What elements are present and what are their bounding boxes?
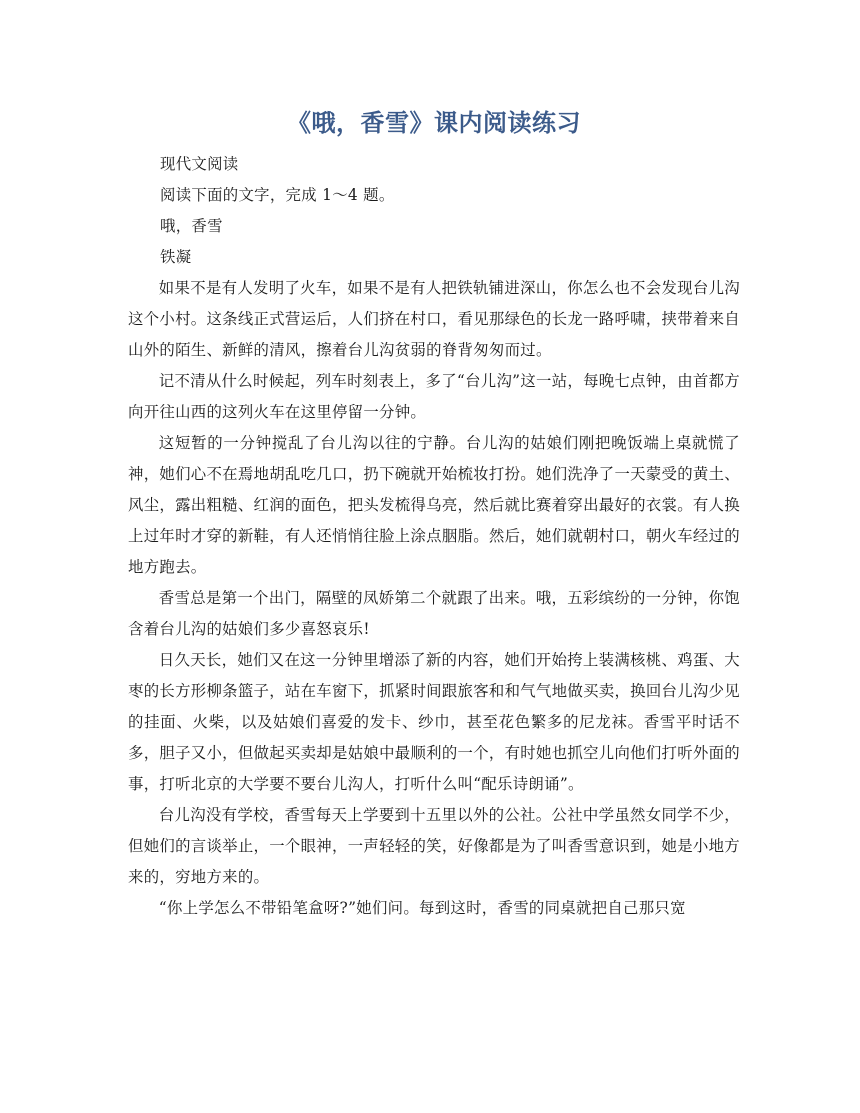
story-title: 哦，香雪: [160, 217, 223, 235]
paragraph: 如果不是有人发明了火车，如果不是有人把铁轨铺进深山，你怎么也不会发现台儿沟这个小村。这条线正式营运后，人们挤在村口，看见那绿色的长龙一路呼啸，挟带着来自山外的陌生、新鲜的清风，擦着台儿沟贫弱的脊背匆匆而过。: [128, 279, 740, 359]
paragraph: 日久天长，她们又在这一分钟里增添了新的内容，她们开始挎上装满核桃、鸡蛋、大枣的长方形柳条篮子，站在车窗下，抓紧时间跟旅客和和气气地做买卖，换回台儿沟少见的挂面、火柴，以及姑娘们喜爱的发卡、纱巾，甚至花色繁多的尼龙袜。香雪平时话不多，胆子又小，但做起买卖却是姑娘中最顺利的一个，有时她也抓空儿向他们打听外面的事，打听北京的大学要不要台儿沟人，打听什么叫“配乐诗朗诵”。: [128, 651, 740, 793]
author-name: 铁凝: [160, 248, 192, 266]
paragraph: 香雪总是第一个出门，隔壁的凤娇第二个就跟了出来。哦，五彩缤纷的一分钟，你饱含着台儿沟的姑娘们多少喜怒哀乐!: [128, 589, 740, 638]
section-label: 现代文阅读: [160, 155, 239, 173]
document-title: 《哦，香雪》课内阅读练习: [287, 108, 581, 137]
instruction-text: 阅读下面的文字，完成 1～4 题。: [160, 186, 395, 204]
paragraph: 台儿沟没有学校，香雪每天上学要到十五里以外的公社。公社中学虽然女同学不少，但她们的言谈举止，一个眼神，一声轻轻的笑，好像都是为了叫香雪意识到，她是小地方来的，穷地方来的。: [128, 806, 740, 886]
paragraph: 记不清从什么时候起，列车时刻表上，多了“台儿沟”这一站，每晚七点钟，由首都方向开往山西的这列火车在这里停留一分钟。: [128, 372, 740, 421]
document-page: [128, 96, 740, 924]
paragraph: 这短暂的一分钟搅乱了台儿沟以往的宁静。台儿沟的姑娘们刚把晚饭端上桌就慌了神，她们心不在焉地胡乱吃几口，扔下碗就开始梳妆打扮。她们洗净了一天蒙受的黄土、风尘，露出粗糙、红润的面色，把头发梳得乌亮，然后就比赛着穿出最好的衣裳。有人换上过年时才穿的新鞋，有人还悄悄往脸上涂点胭脂。然后，她们就朝村口，朝火车经过的地方跑去。: [128, 434, 740, 576]
paragraph: “你上学怎么不带铅笔盒呀?”她们问。每到这时，香雪的同桌就把自己那只宽: [158, 899, 686, 917]
